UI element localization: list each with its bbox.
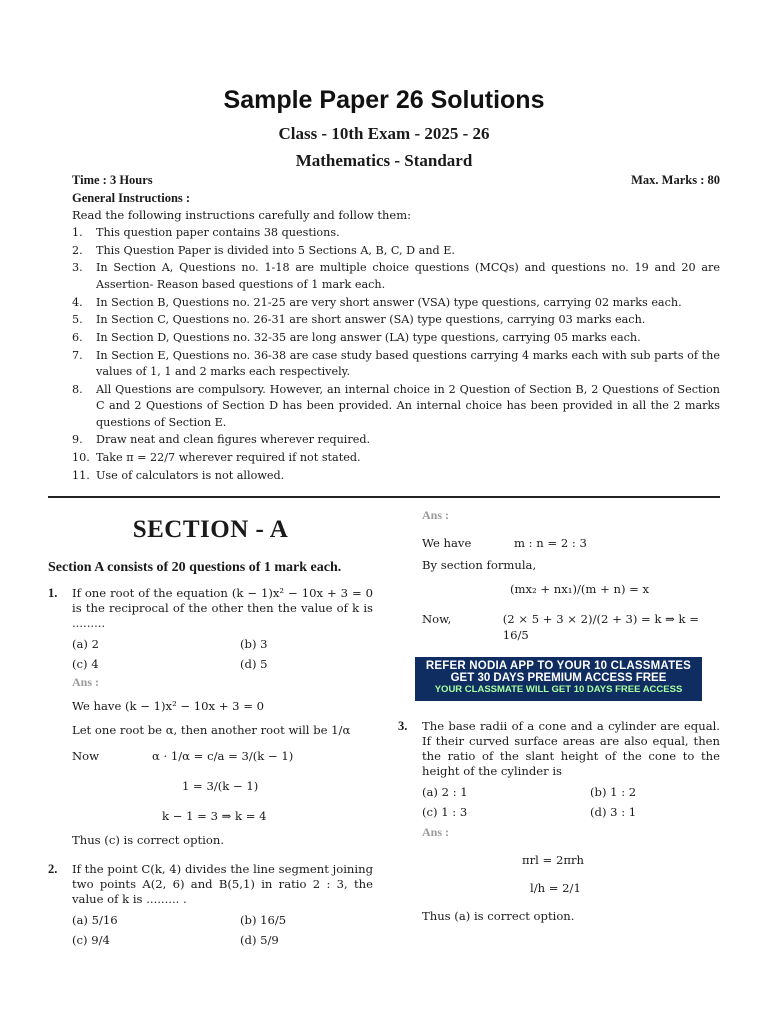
question-3-options (422, 785, 720, 819)
question-text: If one root of the equation (k − 1)x² − 10x + 3 = 0 is the reciprocal of the other then the value of k is ......... (72, 586, 373, 630)
banner-line-1: REFER NODIA APP TO YOUR 10 CLASSMATES (425, 660, 692, 672)
answer-label: Ans : (422, 825, 450, 839)
option-b: (b) 3 (240, 637, 268, 651)
right-column (398, 508, 720, 924)
subject-line: Mathematics - Standard (295, 151, 473, 170)
instruction-item: 7. In Section E, Questions no. 36-38 are case study based questions carrying 4 marks each with sub parts of the values of 1, 1 and 2 marks each respectively. (72, 348, 720, 379)
solution-step: By section formula, (422, 558, 537, 572)
question-2-options (72, 913, 373, 947)
question-3 (398, 719, 720, 779)
option-c: (c) 1 : 3 (422, 805, 468, 819)
option-b: (b) 16/5 (240, 913, 287, 927)
page-title: Sample Paper 26 Solutions (223, 86, 545, 114)
option-a: (a) 5/16 (72, 913, 118, 927)
conclusion: Thus (a) is correct option. (422, 909, 575, 923)
instruction-item: 1. This question paper contains 38 questions. (72, 226, 340, 239)
max-marks-label: Max. Marks : 80 (631, 173, 720, 187)
instruction-item: 3. In Section A, Questions no. 1-18 are multiple choice questions (MCQs) and questions no. 19 and 20 are Assertion- Reason based questions of 1 mark each. (72, 261, 720, 291)
option-d: (d) 5/9 (240, 933, 279, 947)
instruction-item: 9. Draw neat and clean figures wherever required. (72, 433, 371, 447)
question-text: If the point C(k, 4) divides the line segment joining two points A(2, 6) and B(5,1) in ratio 2 : 3, the value of k is ......... . (72, 862, 373, 906)
option-c: (c) 4 (72, 657, 99, 671)
solution-step: (mx₂ + nx₁)/(m + n) = x (510, 582, 650, 596)
question-number: 3. (398, 719, 408, 733)
option-a: (a) 2 (72, 637, 100, 651)
instruction-item: 5. In Section C, Questions no. 26-31 are short answer (SA) type questions, carrying 03 marks each. (72, 313, 646, 327)
solution-step: α · 1/α = c/a = 3/(k − 1) (152, 749, 294, 763)
solution-label: Now (72, 749, 100, 763)
solution-step: k − 1 = 3 ⇒ k = 4 (162, 809, 267, 823)
solution-step: 1 = 3/(k − 1) (182, 779, 259, 793)
solution-step: πrl = 2πrh (522, 853, 584, 867)
instruction-item: 2. This Question Paper is divided into 5 Sections A, B, C, D and E. (72, 243, 455, 257)
option-c: (c) 9/4 (72, 933, 110, 947)
banner-line-3: YOUR CLASSMATE WILL GET 10 DAYS FREE ACCESS (434, 684, 683, 695)
question-number: 2. (48, 862, 58, 876)
answer-label: Ans : (422, 508, 450, 522)
time-label: Time : 3 Hours (72, 173, 153, 187)
option-d: (d) 3 : 1 (590, 805, 637, 819)
instruction-item: 11. Use of calculators is not allowed. (72, 468, 285, 482)
promo-banner[interactable] (415, 657, 702, 701)
answer-label: Ans : (72, 675, 100, 689)
banner-line-2: GET 30 DAYS PREMIUM ACCESS FREE (450, 672, 667, 684)
instructions-intro: Read the following instructions carefully and follow them: (72, 208, 411, 222)
question-1 (48, 586, 373, 631)
solution-step: We have (k − 1)x² − 10x + 3 = 0 (72, 699, 265, 713)
exam-meta (72, 173, 720, 188)
question-text: The base radii of a cone and a cylinder are equal. If their curved surface areas are also equal, then the ratio of the slant height of the cone to the height of the cylinder is (422, 719, 720, 778)
instruction-item: 8. All Questions are compulsory. However, an internal choice in 2 Question of Section B, 2 Questions of Section C and 2 Questions of Section D has been provided. An internal choice has been provided in all the 2 marks questions of Section E. (72, 382, 720, 429)
solution-step: m : n = 2 : 3 (514, 536, 587, 550)
instructions-heading: General Instructions : (72, 191, 191, 205)
solution-step: l/h = 2/1 (530, 881, 581, 895)
option-d: (d) 5 (240, 657, 268, 671)
question-1-options (72, 637, 373, 671)
option-a: (a) 2 : 1 (422, 785, 468, 799)
solution-label: We have (422, 536, 472, 550)
section-divider (48, 496, 720, 498)
instruction-item: 6. In Section D, Questions no. 32-35 are long answer (LA) type questions, carrying 05 marks each. (72, 330, 641, 344)
solution-step: Let one root be α, then another root will be 1/α (72, 723, 351, 737)
instructions-list (72, 225, 720, 485)
question-2 (48, 862, 373, 907)
left-column (48, 512, 373, 947)
instruction-item: 4. In Section B, Questions no. 21-25 are very short answer (VSA) type questions, carrying 02 marks each. (72, 295, 682, 309)
option-b: (b) 1 : 2 (590, 785, 637, 799)
class-line: Class - 10th Exam - 2025 - 26 (278, 124, 490, 143)
conclusion: Thus (c) is correct option. (72, 833, 225, 847)
solution-label: Now, (422, 612, 452, 626)
solution-step: (2 × 5 + 3 × 2)/(2 + 3) = k ⇒ k = 16/5 (502, 612, 699, 642)
question-number: 1. (48, 586, 58, 600)
instruction-item: 10. Take π = 22/7 wherever required if not stated. (72, 450, 361, 464)
section-heading: SECTION - A (132, 516, 289, 543)
section-subheading: Section A consists of 20 questions of 1 mark each. (48, 560, 342, 575)
